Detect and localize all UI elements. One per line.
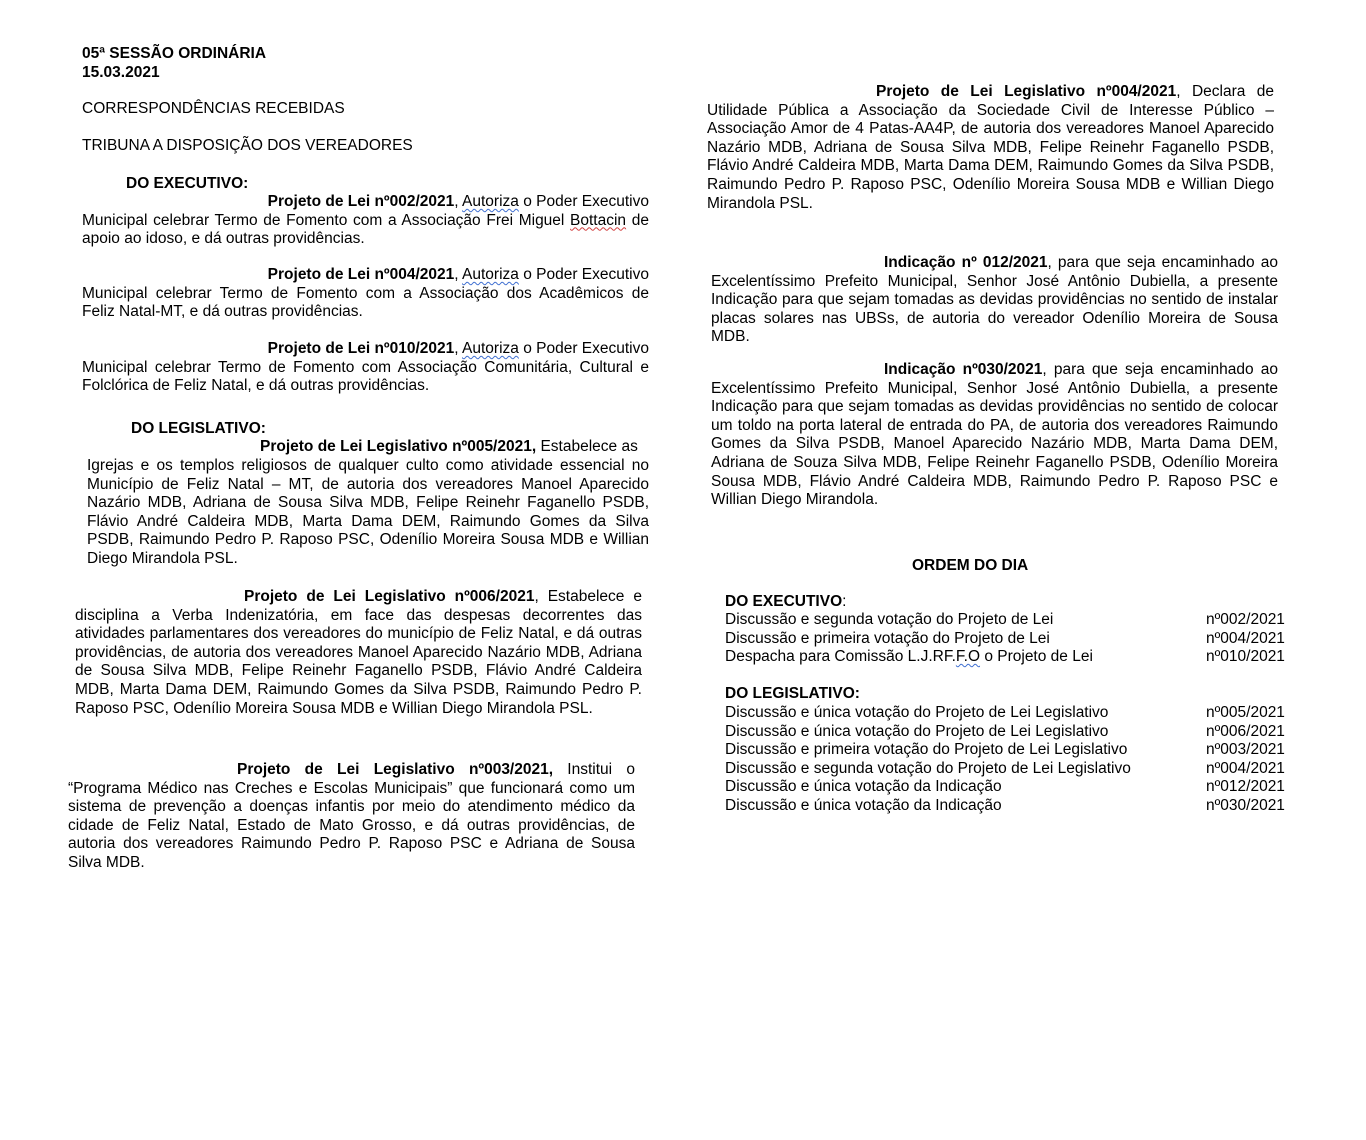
- table-row: [725, 797, 1285, 816]
- indicacao-title: Indicação nº030/2021: [884, 361, 1043, 378]
- pl005-body: [87, 457, 649, 569]
- ordem-exec-table: [725, 611, 1285, 667]
- line-text: o Poder Executivo: [518, 193, 649, 210]
- bill-text: Institui o “Programa Médico nas Creches e Escolas Municipais” que funcionará como um sistema de prevenção a doenças infantis por meio do atendimento médico da cidade de Feliz Natal, Estado de Mato Grosso, e dá outras providências, de autoria dos vereadores Raimundo Pedro P. Raposo PSC e Adriana de Sousa Silva MDB.: [68, 761, 635, 871]
- row-desc: Discussão e segunda votação do Projeto de Lei Legislativo: [725, 759, 1131, 777]
- line-text: o Poder Executivo: [518, 340, 649, 357]
- bill-title: Projeto de Lei Legislativo nº006/2021: [244, 588, 535, 605]
- pl005-line: Nazário MDB, Adriana de Sousa Silva MDB, Felipe Reinehr Faganello PSDB,: [87, 494, 649, 512]
- item-line: Folclórica de Feliz Natal, e dá outras providências.: [82, 377, 430, 395]
- line-text: Municipal celebrar Termo de Fomento com a Associação Frei Miguel: [82, 211, 571, 229]
- item-first-line: [82, 266, 649, 285]
- row-num: nº004/2021: [1206, 629, 1285, 647]
- ordem-leg-table: [725, 704, 1285, 816]
- table-row: [725, 630, 1285, 649]
- ordem-title: ORDEM DO DIA: [912, 557, 1029, 574]
- indicacao-text: , para que seja encaminhado ao Excelentíssimo Prefeito Municipal, Senhor José Antônio Dubiella, a presente Indicação para que sejam tomadas as devidas providências no sentido de colocar um toldo na porta lateral de entrada do PA, de autoria dos vereadores Raimundo Gomes da Silva PSDB, Manoel Aparecido Nazário MDB, Marta Dama DEM, Adriana de Souza Silva MDB, Felipe Reinehr Faganello PSDB, Odenílio Moreira Sousa MDB, Flávio André Caldeira MDB, Raimundo Pedro P. Raposo PSC e Willian Diego Mirandola.: [711, 361, 1278, 509]
- row-desc: Discussão e única votação da Indicação: [725, 778, 1002, 796]
- row-desc: Discussão e única votação da Indicação: [725, 796, 1002, 814]
- row-desc: Discussão e única votação do Projeto de Lei Legislativo: [725, 704, 1109, 721]
- table-row: [725, 723, 1285, 742]
- pl005-first-line: [260, 438, 638, 457]
- pl003-paragraph: [68, 761, 635, 873]
- bill-title: Projeto de Lei Legislativo nº003/2021,: [237, 761, 554, 778]
- bill-text: , Declara de Utilidade Pública a Associação da Sociedade Civil de Interesse Público – Associação Amor de 4 Patas-AA4P, de autoria dos vereadores Manoel Aparecido Nazário MDB, Adriana de Sousa Silva MDB, Felipe Reinehr Faganello PSDB, Flávio André Caldeira MDB, Marta Dama DEM, Raimundo Gomes da Silva PSDB, Raimundo Pedro P. Raposo PSC, Odenílio Moreira Sousa MDB e Willian Diego Mirandola PSL.: [707, 83, 1274, 212]
- table-row: [725, 778, 1285, 797]
- item-first-line: [82, 193, 649, 212]
- session-title: 05ª SESSÃO ORDINÁRIA: [82, 45, 267, 62]
- row-desc: Discussão e única votação do Projeto de Lei Legislativo: [725, 722, 1109, 740]
- ordem-exec-heading: [725, 593, 846, 612]
- item-line: Feliz Natal-MT, e dá outras providências.: [82, 303, 363, 321]
- row-num: nº010/2021: [1206, 648, 1285, 666]
- bill-title: Projeto de Lei Legislativo nº004/2021: [876, 83, 1177, 100]
- line-text: de: [626, 211, 649, 229]
- item-line: [82, 212, 649, 231]
- ordem-leg-heading: DO LEGISLATIVO:: [725, 685, 860, 702]
- table-row: [725, 704, 1285, 723]
- row-num: nº004/2021: [1206, 759, 1285, 777]
- row-num: nº006/2021: [1206, 722, 1285, 740]
- executivo-item-004: [82, 266, 649, 322]
- indicacao-text: , para que seja encaminhado ao Excelentíssimo Prefeito Municipal, Senhor José Antônio Dubiella, a presente Indicação para que sejam tomadas as devidas providências no sentido de instalar placas solares nas UBSs, de autoria do vereador Odenílio Moreira de Sousa MDB.: [711, 254, 1279, 346]
- executivo-item-002: [82, 193, 649, 249]
- row-desc: Discussão e segunda votação do Projeto de Lei: [725, 611, 1054, 628]
- item-line: Municipal celebrar Termo de Fomento com Associação Comunitária, Cultural e: [82, 358, 649, 376]
- line-text: o Poder Executivo: [518, 266, 649, 283]
- row-num: nº003/2021: [1206, 741, 1285, 759]
- tribune-heading: TRIBUNA A DISPOSIÇÃO DOS VEREADORES: [82, 137, 413, 154]
- desc-text: Despacha para Comissão L.J.RF.: [725, 648, 956, 666]
- pl004-paragraph: [707, 83, 1274, 213]
- separator: ,: [454, 266, 463, 283]
- line-text: Estabelece as: [536, 438, 638, 455]
- table-row: [725, 611, 1285, 630]
- heading-text: DO EXECUTIVO: [725, 593, 843, 610]
- pl005-line: Flávio André Caldeira MDB, Marta Dama DEM, Raimundo Gomes da Silva: [87, 512, 649, 530]
- row-num: nº012/2021: [1206, 778, 1285, 796]
- row-desc: [725, 648, 1206, 667]
- table-row: [725, 741, 1285, 760]
- bill-text: , Estabelece e disciplina a Verba Indenizatória, em face das despesas decorrentes das atividades parlamentares dos vereadores do município de Feliz Natal, e dá outras providências, de autoria dos vereadores Manoel Aparecido Nazário MDB, Adriana de Sousa Silva MDB, Felipe Reinehr Faganello PSDB, Flávio André Caldeira MDB, Marta Dama DEM, Raimundo Gomes da Silva PSDB, Raimundo Pedro P. Raposo PSC, Odenílio Moreira Sousa MDB e Willian Diego Mirandola PSL.: [75, 588, 642, 717]
- desc-text: o Projeto de Lei: [980, 648, 1093, 666]
- indicacao-012: [711, 254, 1278, 347]
- row-num: nº030/2021: [1206, 796, 1285, 814]
- row-desc: Discussão e primeira votação do Projeto de Lei Legislativo: [725, 741, 1128, 759]
- item-line: Municipal celebrar Termo de Fomento com a Associação dos Acadêmicos de: [82, 284, 649, 302]
- bill-title: Projeto de Lei nº002/2021: [267, 193, 455, 210]
- separator: ,: [454, 193, 463, 210]
- bill-title: Projeto de Lei nº010/2021: [267, 340, 455, 357]
- verb: Autoriza: [462, 266, 519, 283]
- separator: ,: [454, 340, 463, 357]
- flagged-word: Bottacin: [570, 211, 627, 229]
- indicacao-030: [711, 361, 1278, 510]
- verb: Autoriza: [462, 340, 519, 357]
- verb: Autoriza: [462, 193, 519, 210]
- row-num: nº002/2021: [1206, 611, 1285, 628]
- pl006-paragraph: [75, 588, 642, 718]
- pl005-line: PSDB, Raimundo Pedro P. Raposo PSC, Odenílio Moreira Sousa MDB e Willian: [87, 531, 649, 549]
- pl005-line: Município de Feliz Natal – MT, de autoria dos vereadores Manoel Aparecido: [87, 475, 649, 493]
- indicacao-title: Indicação nº 012/2021: [884, 254, 1048, 271]
- legislativo-heading: DO LEGISLATIVO:: [131, 420, 266, 437]
- bill-title: Projeto de Lei nº004/2021: [267, 266, 455, 283]
- item-first-line: [82, 340, 649, 359]
- heading-colon: :: [842, 593, 847, 610]
- pl005-line: Igrejas e os templos religiosos de qualquer culto como atividade essencial no: [87, 457, 649, 474]
- pl005-line: Diego Mirandola PSL.: [87, 549, 238, 567]
- executivo-item-010: [82, 340, 649, 396]
- item-line: apoio ao idoso, e dá outras providências.: [82, 230, 365, 248]
- row-desc: Discussão e primeira votação do Projeto de Lei: [725, 629, 1050, 647]
- executivo-heading: DO EXECUTIVO:: [126, 175, 249, 192]
- row-num: nº005/2021: [1206, 704, 1285, 721]
- flagged-word: F.O: [955, 648, 981, 666]
- table-row: [725, 760, 1285, 779]
- session-date: 15.03.2021: [82, 64, 160, 81]
- correspondence-heading: CORRESPONDÊNCIAS RECEBIDAS: [82, 100, 345, 117]
- table-row: [725, 648, 1285, 667]
- bill-title: Projeto de Lei Legislativo nº005/2021,: [260, 438, 537, 455]
